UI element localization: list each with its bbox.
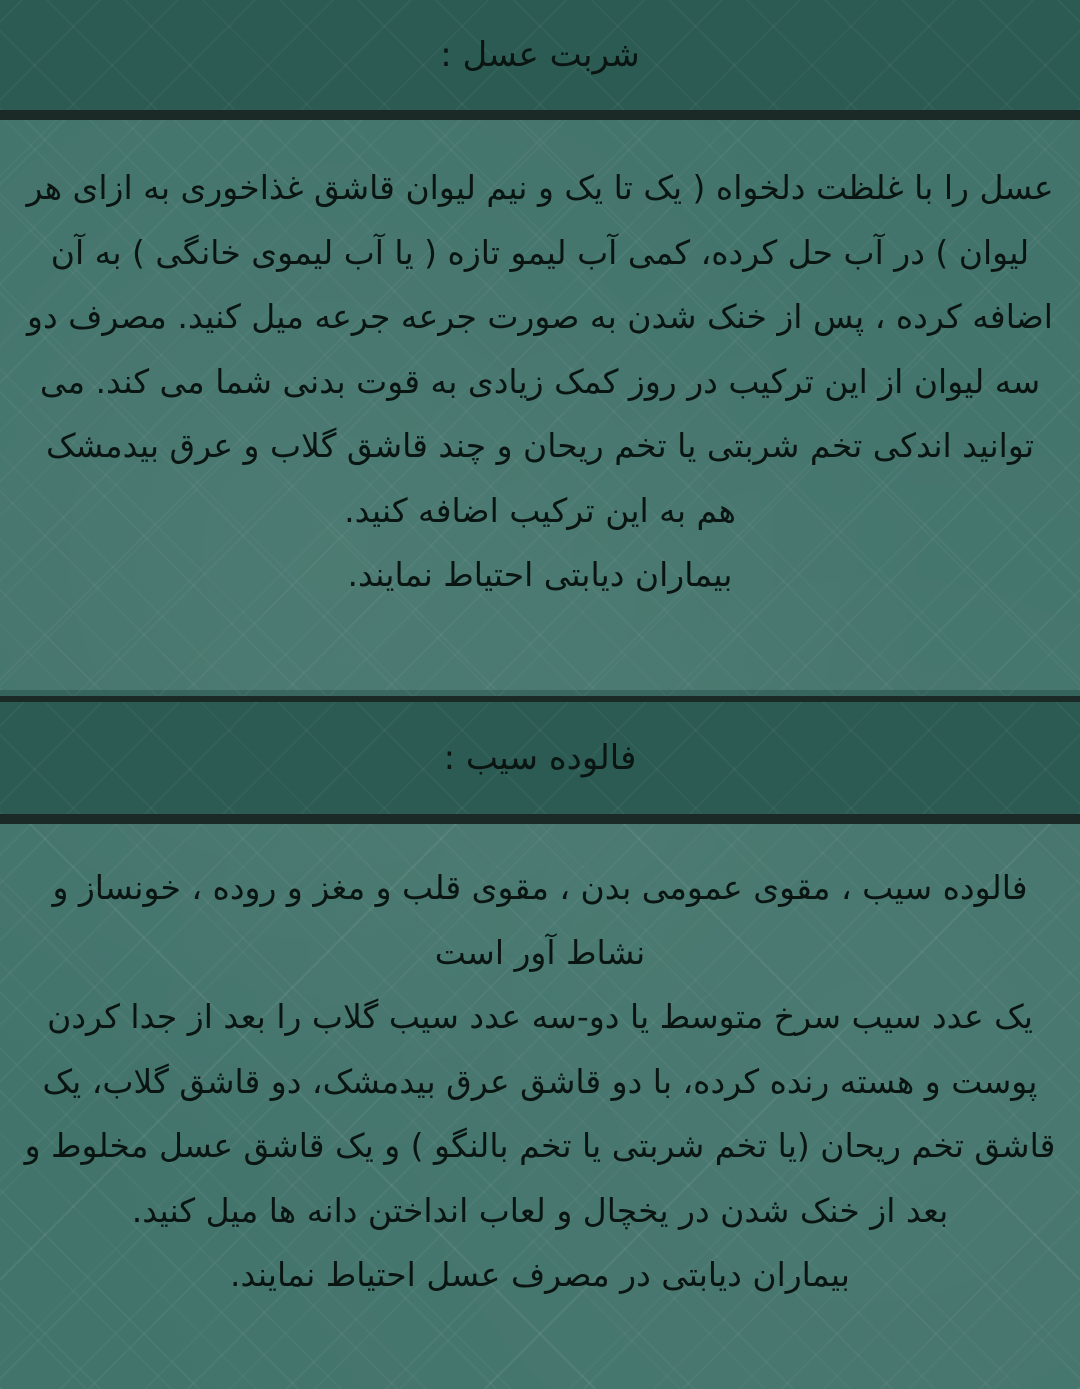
- section-title: شربت عسل :: [440, 35, 640, 75]
- section-header-honey-sherbet: [0, 0, 1080, 116]
- recipe-note: بیماران دیابتی در مصرف عسل احتیاط نمایند.: [230, 1255, 850, 1294]
- section-body-honey-sherbet: [0, 116, 1080, 690]
- recipe-note: بیماران دیابتی احتیاط نمایند.: [347, 555, 733, 594]
- recipe-paragraph: یک عدد سیب سرخ متوسط یا دو-سه عدد سیب گلاب را بعد از جدا کردن پوست و هسته رنده کرده، با دو قاشق عرق بیدمشک، دو قاشق گلاب، یک قاشق تخم ریحان (یا تخم شربتی یا تخم بالنگو ) و یک قاشق عسل مخلوط و بعد از خنک شدن در یخچال و لعاب انداختن دانه ها میل کنید.: [24, 997, 1056, 1230]
- section-header-apple-faloodeh: [0, 696, 1080, 820]
- recipe-paragraph: عسل را با غلظت دلخواه ( یک تا یک و نیم لیوان قاشق غذاخوری به ازای هر لیوان ) در آب حل کرده، کمی آب لیمو تازه ( یا آب لیموی خانگی ) به آن اضافه کرده ، پس از خنک شدن به صورت جرعه جرعه میل کنید. مصرف دو سه لیوان از این ترکیب در روز کمک زیادی به قوت بدنی شما می کند. می توانید اندکی تخم شربتی یا تخم ریحان و چند قاشق گلاب و عرق بیدمشک هم به این ترکیب اضافه کنید.: [26, 168, 1054, 530]
- section-body-apple-faloodeh: [0, 820, 1080, 1389]
- recipe-paragraph: فالوده سیب ، مقوی عمومی بدن ، مقوی قلب و مغز و روده ، خونساز و نشاط آور است: [52, 868, 1028, 972]
- section-title: فالوده سیب :: [443, 738, 637, 778]
